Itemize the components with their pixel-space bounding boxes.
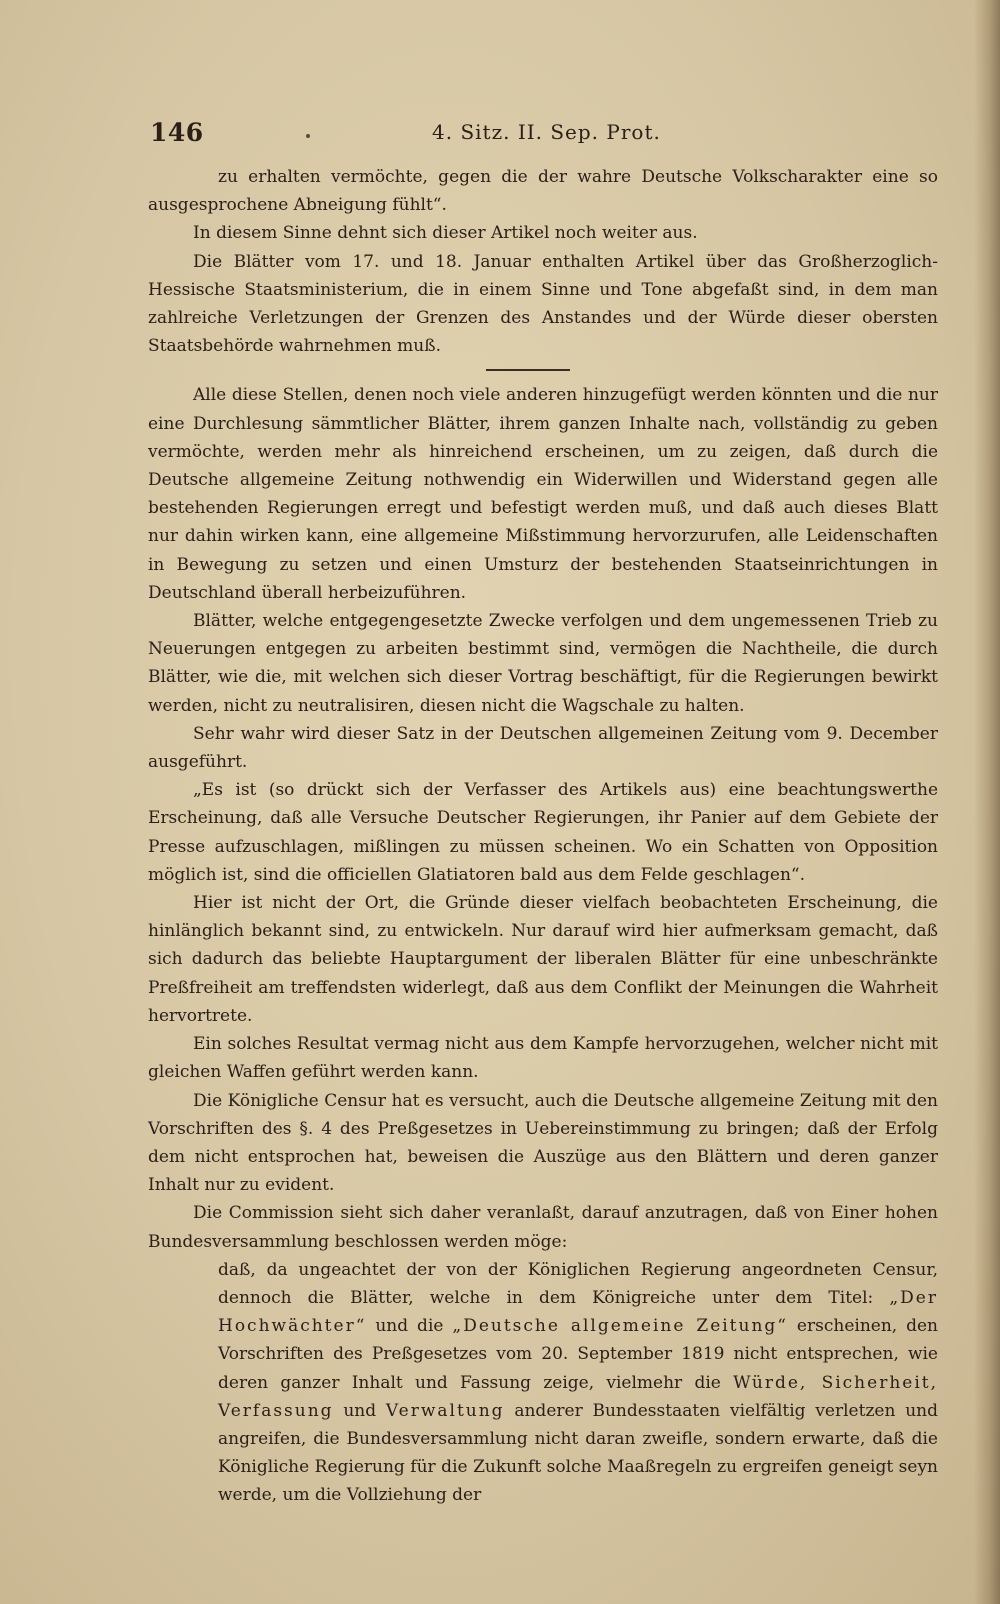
page-number: 146 xyxy=(150,118,204,147)
paragraph: Sehr wahr wird dieser Satz in der Deutschen allgemeinen Zeitung vom 9. December ausgeführt. xyxy=(148,723,938,773)
paragraph: Die Königliche Censur hat es versucht, auch die Deutsche allgemeine Zeitung mit den Vorschriften des §. 4 des Preßgesetzes in Uebereinstimmung zu bringen; daß der Erfolg dem nicht entsprochen hat, beweisen die Auszüge aus den Blättern und deren ganzer Inhalt nur zu evident. xyxy=(148,1090,938,1196)
page-header xyxy=(150,118,940,154)
emphasis-text: Verwaltung xyxy=(385,1400,505,1421)
paragraph: Blätter, welche entgegengesetzte Zwecke verfolgen und dem ungemessenen Trieb zu Neuerungen entgegen zu arbeiten bestimmt sind, vermögen die Nachtheile, die durch Blätter, wie die, mit welchen sich dieser Vortrag beschäftigt, für die Regierungen bewirkt werden, nicht zu neutralisiren, diesen nicht die Wagschale zu halten. xyxy=(148,611,938,716)
quotation-paragraph: „Es ist (so drückt sich der Verfasser des Artikels aus) eine beachtungswerthe Erscheinung, daß alle Versuche Deutscher Regierungen, ihr Panier auf dem Gebiete der Presse aufzuschlagen, mißlingen zu müssen scheinen. Wo ein Schatten von Opposition möglich ist, sind die officiellen Glatiatoren bald aus dem Felde geschlagen“. xyxy=(148,780,938,885)
paragraph: In diesem Sinne dehnt sich dieser Artikel noch weiter aus. xyxy=(193,223,698,244)
running-head: 4. Sitz. II. Sep. Prot. xyxy=(432,120,661,144)
resolution-text: anderer Bundesstaaten vielfältig verletzen und angreifen, die Bundesversammlung nicht daran zweifle, sondern erwarte, daß die Königliche Regierung für die Zukunft solche Maaßregeln zu ergreifen geneigt seyn werde, um die Vollziehung der xyxy=(218,1400,938,1506)
newspaper-title-hochwaechter: „Der Hochwächter“ xyxy=(218,1287,938,1337)
resolution-text: erscheinen, den Vorschriften des Preßgesetzes vom 20. September 1819 nicht entsprechen, wie deren ganzer Inhalt und Fassung zeige, vielmehr die xyxy=(218,1316,939,1393)
newspaper-title-deutsche-zeitung: „Deutsche allgemeine Zeitung“ xyxy=(452,1316,788,1337)
page-edge-shadow xyxy=(974,0,1000,1604)
paragraph: Hier ist nicht der Ort, die Gründe dieser vielfach beobachteten Erscheinung, die hinlänglich bekannt sind, zu entwickeln. Nur darauf wird hier aufmerksam gemacht, daß sich dadurch das beliebte Hauptargument der liberalen Blätter für eine unbeschränkte Preßfreiheit am treffendsten widerlegt, daß aus dem Conflikt der Meinungen die Wahrheit hervortrete. xyxy=(148,893,938,1026)
resolution-text: und xyxy=(333,1400,386,1421)
paragraph: Ein solches Resultat vermag nicht aus dem Kampfe hervorzugehen, welcher nicht mit gleichen Waffen geführt werden kann. xyxy=(148,1034,938,1083)
section-divider xyxy=(486,369,570,371)
resolution-paragraph xyxy=(148,1256,938,1510)
resolution-text: daß, da ungeachtet der von der Königlichen Regierung angeordneten Censur, dennoch die Blätter, welche in dem Königreiche unter dem Titel: xyxy=(218,1259,938,1308)
paragraph: Alle diese Stellen, denen noch viele anderen hinzugefügt werden könnten und die nur eine Durchlesung sämmtlicher Blätter, ihrem ganzen Inhalte nach, vollständig zu geben vermöchte, werden mehr als hinreichend erscheinen, um zu zeigen, daß durch die Deutsche allgemeine Zeitung nothwendig ein Widerwillen und Widerstand gegen alle bestehenden Regierungen erregt und befestigt werden muß, und daß auch dieses Blatt nur dahin wirken kann, eine allgemeine Mißstimmung hervorzurufen, alle Leidenschaften in Bewegung zu setzen und einen Umsturz der bestehenden Staatseinrichtungen in Deutschland überall herbeizuführen. xyxy=(148,385,938,603)
body-text xyxy=(148,163,938,1510)
emphasis-text: Würde, Sicherheit, Verfassung xyxy=(218,1372,939,1421)
paragraph: Die Commission sieht sich daher veranlaßt, darauf anzutragen, daß von Einer hohen Bundesversammlung beschlossen werden möge: xyxy=(148,1203,938,1252)
header-dot xyxy=(306,134,310,138)
paragraph-continuation: zu erhalten vermöchte, gegen die der wahre Deutsche Volkscharakter eine so ausgesprochene Abneigung fühlt“. xyxy=(148,167,938,216)
resolution-text: und die xyxy=(366,1316,453,1337)
paragraph: Die Blätter vom 17. und 18. Januar enthalten Artikel über das Großherzoglich-Hessische Staatsministerium, die in einem Sinne und Tone abgefaßt sind, in dem man zahlreiche Verletzungen der Grenzen des Anstandes und der Würde dieser obersten Staatsbehörde wahrnehmen muß. xyxy=(148,251,938,357)
